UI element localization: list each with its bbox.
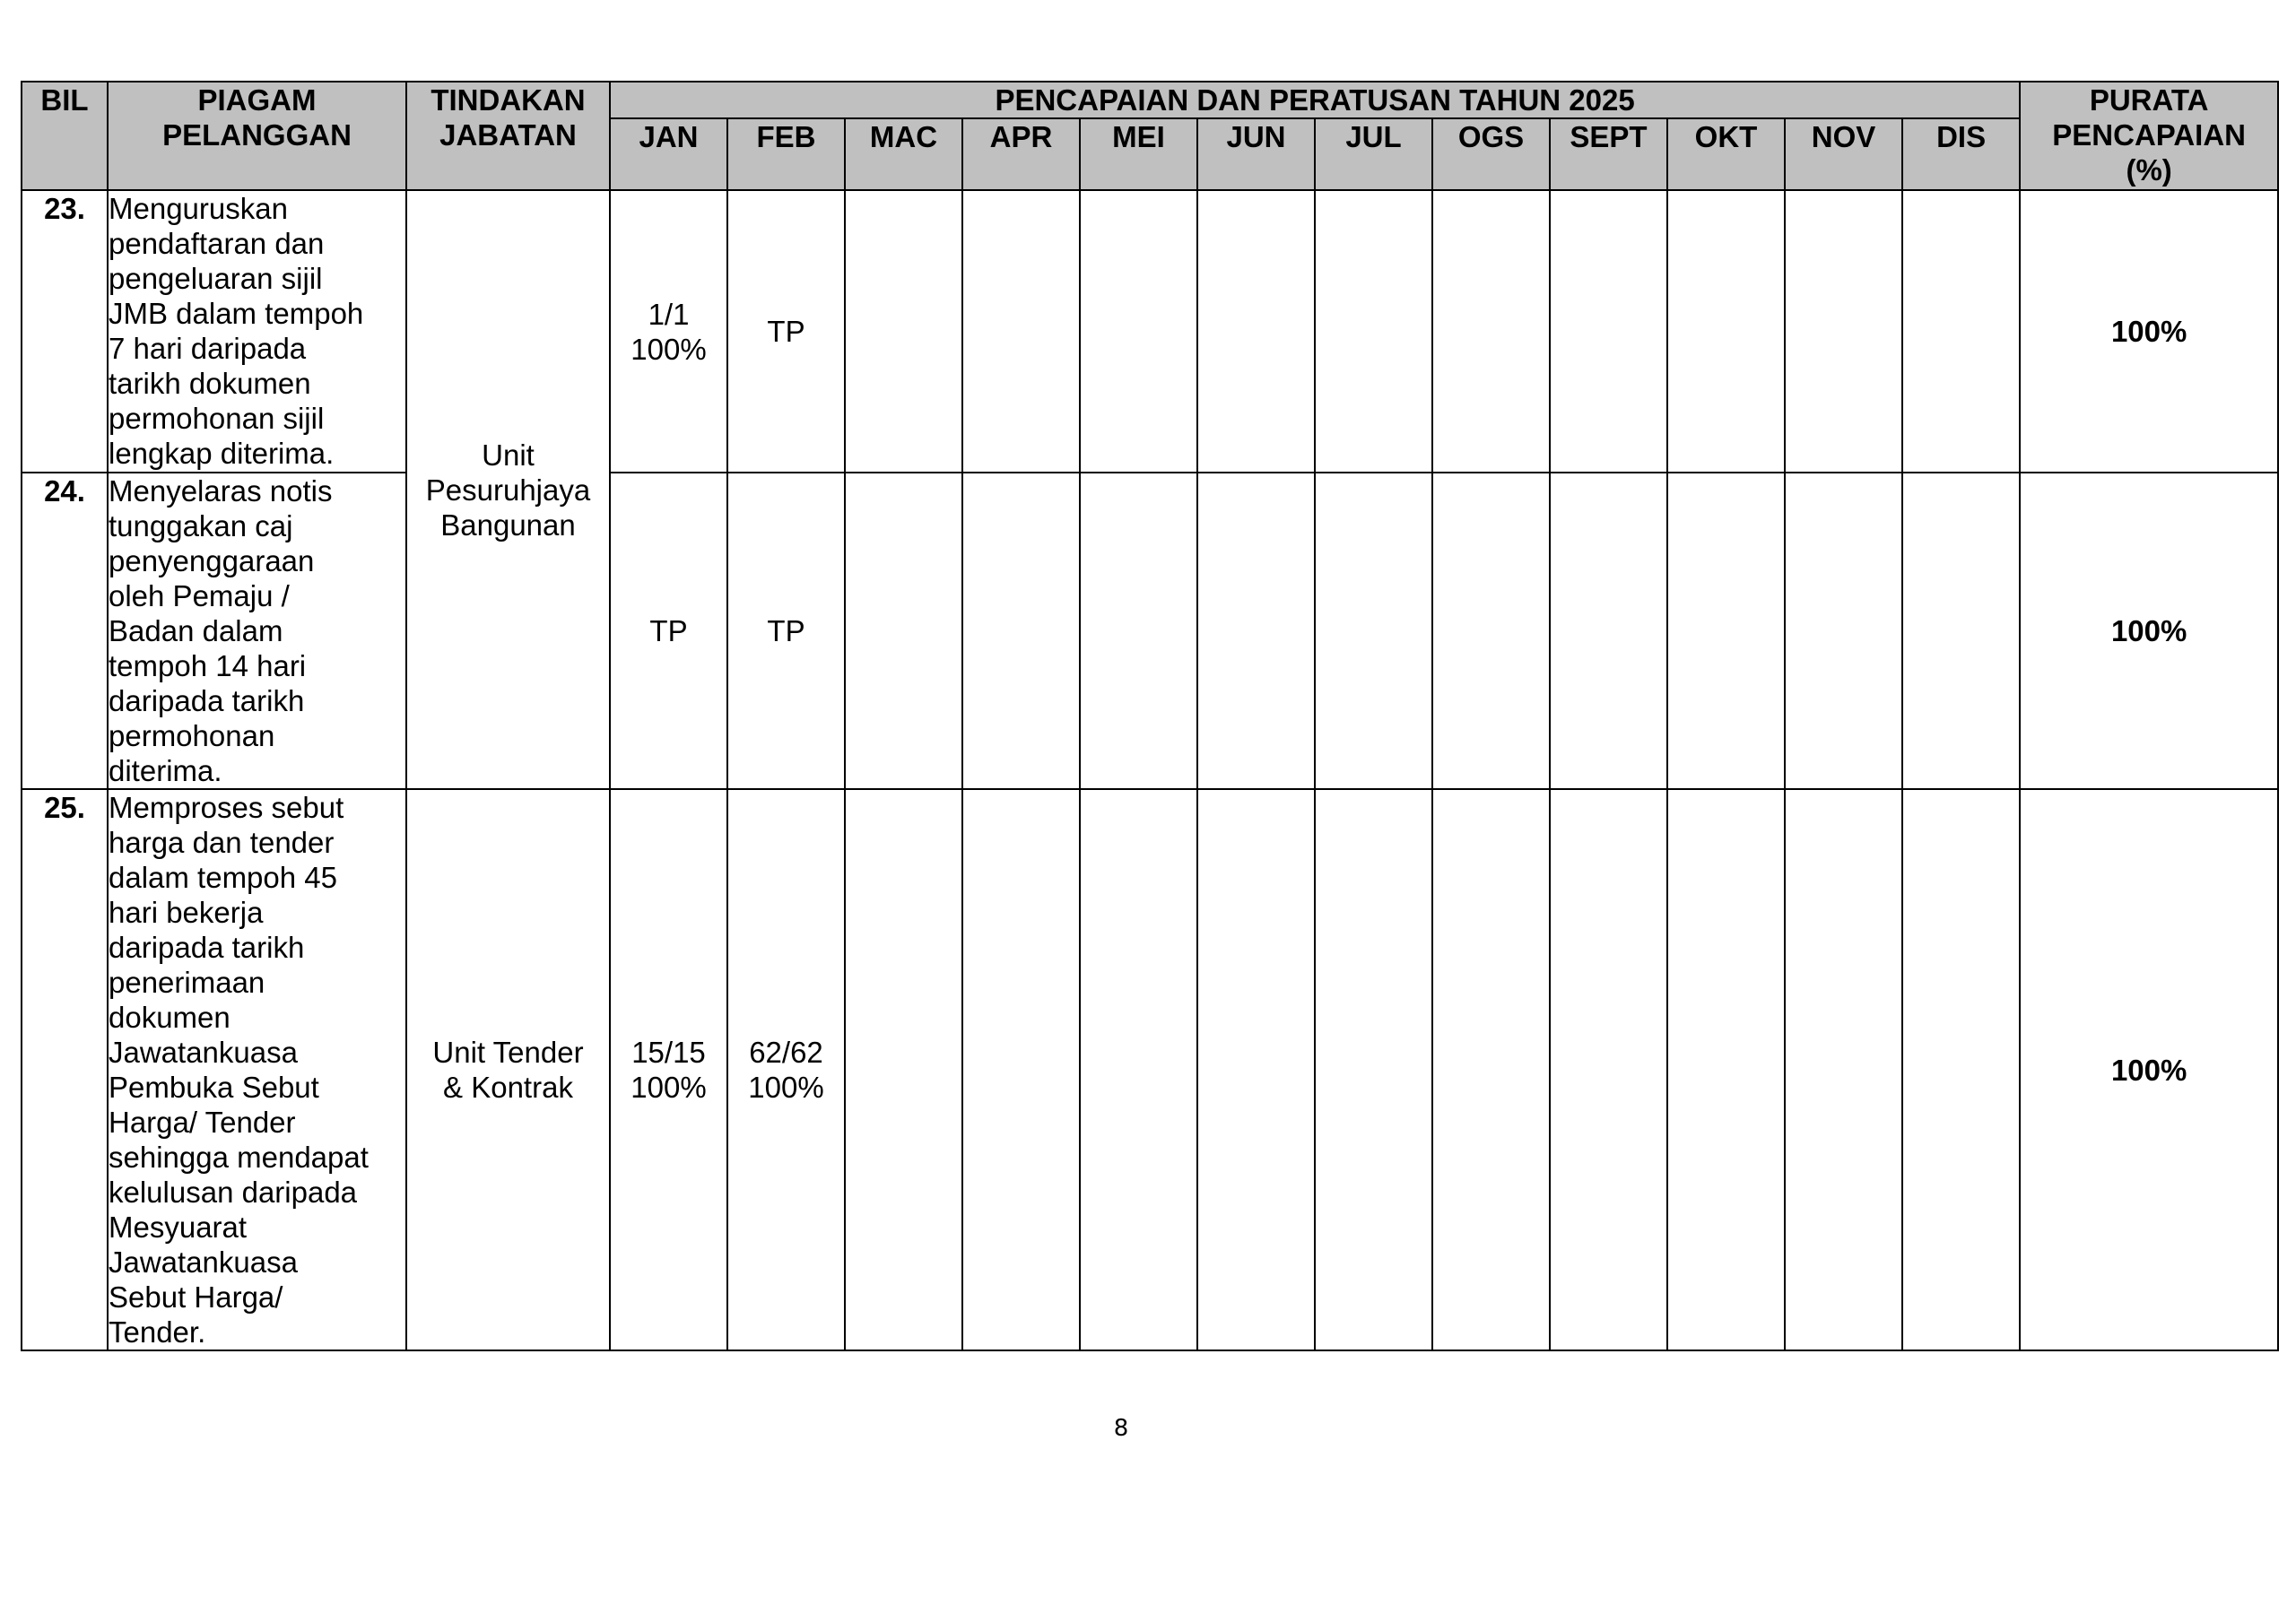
piagam-line: sehingga mendapat — [109, 1141, 369, 1174]
achievement-table — [21, 81, 2279, 1351]
header-tindakan — [406, 82, 610, 190]
month-cell — [727, 789, 845, 1350]
header-piagam-line: PELANGGAN — [162, 118, 352, 152]
header-bil-label: BIL — [40, 83, 89, 117]
piagam-line: permohonan sijil — [109, 402, 325, 435]
header-month: FEB — [727, 118, 845, 190]
piagam-line: Tender. — [109, 1315, 206, 1349]
month-value: TP — [767, 315, 805, 348]
header-month: DIS — [1902, 118, 2020, 190]
month-cell — [1432, 190, 1550, 473]
row-purata: 100% — [2020, 190, 2278, 473]
month-cell — [1902, 190, 2020, 473]
header-purata-line: PENCAPAIAN — [2052, 118, 2247, 152]
piagam-line: Menguruskan — [109, 192, 288, 225]
month-cell — [845, 473, 962, 789]
month-cell — [1315, 789, 1432, 1350]
piagam-line: Harga/ Tender — [109, 1106, 296, 1139]
header-piagam — [108, 82, 406, 190]
header-month: MAC — [845, 118, 962, 190]
table-row — [22, 190, 2278, 473]
piagam-line: dokumen — [109, 1001, 230, 1034]
piagam-line: penerimaan — [109, 966, 265, 999]
row-purata: 100% — [2020, 789, 2278, 1350]
piagam-line: daripada tarikh — [109, 931, 305, 964]
piagam-line: daripada tarikh — [109, 684, 305, 717]
month-cell — [1432, 789, 1550, 1350]
month-value: TP — [649, 614, 688, 647]
header-purata — [2020, 82, 2278, 190]
month-cell — [727, 473, 845, 789]
piagam-line: tempoh 14 hari — [109, 649, 307, 682]
month-cell — [845, 190, 962, 473]
month-value: 100% — [631, 1071, 707, 1104]
header-purata-line: (%) — [2126, 153, 2172, 187]
table-row — [22, 789, 2278, 1350]
table-row — [22, 473, 2278, 789]
month-cell — [1902, 789, 2020, 1350]
piagam-line: oleh Pemaju / — [109, 579, 290, 612]
piagam-line: Mesyuarat — [109, 1211, 248, 1244]
month-cell — [610, 473, 727, 789]
header-tindakan-line: JABATAN — [439, 118, 577, 152]
month-cell — [1080, 789, 1197, 1350]
piagam-line: tarikh dokumen — [109, 367, 311, 400]
piagam-line: Memproses sebut — [109, 791, 344, 824]
month-cell — [1197, 473, 1315, 789]
month-value: 100% — [748, 1071, 824, 1104]
month-value: 15/15 — [631, 1036, 706, 1069]
header-month: MEI — [1080, 118, 1197, 190]
row-tindakan — [406, 789, 610, 1350]
piagam-line: dalam tempoh 45 — [109, 861, 337, 894]
month-cell — [1080, 473, 1197, 789]
piagam-line: hari bekerja — [109, 896, 264, 929]
month-cell — [1785, 789, 1902, 1350]
header-month: NOV — [1785, 118, 1902, 190]
header-bil — [22, 82, 108, 190]
unit-line: & Kontrak — [443, 1071, 573, 1104]
month-cell — [1197, 190, 1315, 473]
month-cell — [610, 190, 727, 473]
month-cell — [1785, 473, 1902, 789]
row-bil: 23. — [22, 190, 108, 473]
unit-line: Unit — [482, 438, 535, 472]
header-purata-line: PURATA — [2089, 83, 2209, 117]
header-month: JUL — [1315, 118, 1432, 190]
row-piagam — [108, 473, 406, 789]
unit-line: Pesuruhjaya — [425, 473, 591, 507]
header-tindakan-line: TINDAKAN — [430, 83, 586, 117]
month-cell — [962, 190, 1080, 473]
header-group-label: PENCAPAIAN DAN PERATUSAN TAHUN 2025 — [995, 83, 1635, 117]
header-piagam-line: PIAGAM — [197, 83, 317, 117]
header-month: JAN — [610, 118, 727, 190]
month-cell — [1432, 473, 1550, 789]
header-month: OGS — [1432, 118, 1550, 190]
header-month: OKT — [1667, 118, 1785, 190]
month-cell — [962, 473, 1080, 789]
piagam-line: Jawatankuasa — [109, 1245, 298, 1279]
row-tindakan — [406, 190, 610, 789]
month-cell — [1902, 473, 2020, 789]
month-cell — [962, 789, 1080, 1350]
month-value: 62/62 — [749, 1036, 823, 1069]
piagam-line: kelulusan daripada — [109, 1176, 358, 1209]
piagam-line: pengeluaran sijil — [109, 262, 323, 295]
row-piagam — [108, 789, 406, 1350]
month-cell — [1667, 190, 1785, 473]
month-cell — [1315, 190, 1432, 473]
month-value: TP — [767, 614, 805, 647]
unit-line: Unit Tender — [432, 1036, 584, 1069]
piagam-line: Jawatankuasa — [109, 1036, 298, 1069]
page-number: 8 — [1113, 1415, 1129, 1442]
piagam-line: Sebut Harga/ — [109, 1280, 283, 1314]
month-value: 100% — [631, 332, 707, 366]
piagam-line: lengkap diterima. — [109, 437, 335, 470]
month-cell — [1315, 473, 1432, 789]
row-piagam — [108, 190, 406, 473]
piagam-line: diterima. — [109, 754, 222, 787]
piagam-line: Badan dalam — [109, 614, 283, 647]
row-purata: 100% — [2020, 473, 2278, 789]
header-month: APR — [962, 118, 1080, 190]
piagam-line: penyenggaraan — [109, 544, 315, 577]
header-group — [610, 82, 2020, 118]
row-bil: 24. — [22, 473, 108, 789]
month-cell — [727, 190, 845, 473]
piagam-line: Pembuka Sebut — [109, 1071, 319, 1104]
piagam-line: permohonan — [109, 719, 275, 752]
header-month: JUN — [1197, 118, 1315, 190]
month-cell — [1197, 789, 1315, 1350]
header-row-1 — [22, 82, 2278, 118]
month-cell — [845, 789, 962, 1350]
month-value: 1/1 — [648, 297, 690, 331]
header-month: SEPT — [1550, 118, 1667, 190]
month-cell — [1550, 789, 1667, 1350]
unit-line: Bangunan — [440, 508, 576, 542]
piagam-line: JMB dalam tempoh — [109, 297, 364, 330]
piagam-line: harga dan tender — [109, 826, 335, 859]
month-cell — [610, 789, 727, 1350]
month-cell — [1785, 190, 1902, 473]
month-cell — [1667, 789, 1785, 1350]
row-bil: 25. — [22, 789, 108, 1350]
piagam-line: pendaftaran dan — [109, 227, 325, 260]
piagam-line: 7 hari daripada — [109, 332, 307, 365]
piagam-line: Menyelaras notis — [109, 474, 333, 508]
piagam-line: tunggakan caj — [109, 509, 293, 542]
month-cell — [1550, 473, 1667, 789]
month-cell — [1550, 190, 1667, 473]
month-cell — [1080, 190, 1197, 473]
month-cell — [1667, 473, 1785, 789]
